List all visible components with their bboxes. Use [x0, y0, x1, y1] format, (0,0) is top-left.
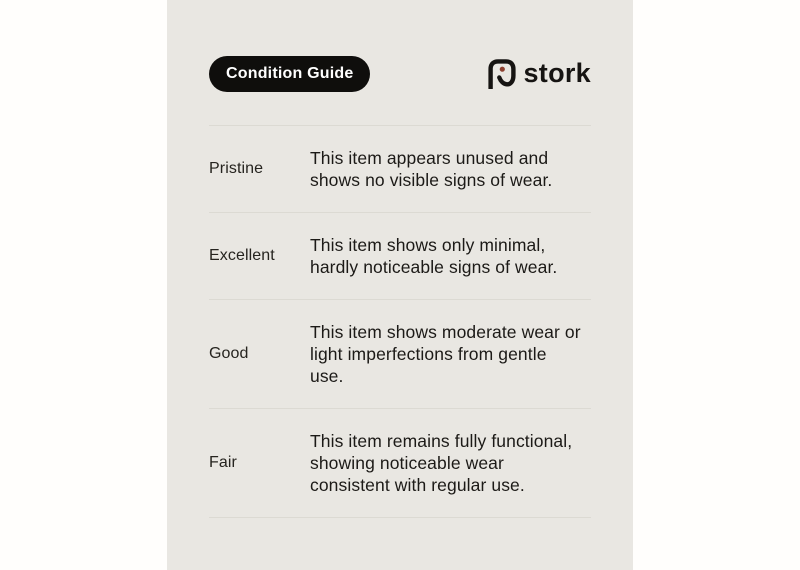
condition-description: This item shows moderate wear or light imperfections from gentle use. — [310, 322, 581, 386]
condition-guide-panel — [167, 0, 633, 570]
condition-label: Good — [209, 345, 249, 362]
brand-logo — [488, 59, 591, 89]
condition-label: Pristine — [209, 160, 264, 177]
stork-mark-icon — [488, 59, 516, 89]
conditions-table — [209, 125, 591, 518]
condition-description: This item appears unused and shows no visible signs of wear. — [310, 148, 553, 190]
condition-label: Fair — [209, 454, 237, 471]
condition-label: Excellent — [209, 247, 275, 264]
condition-guide-badge[interactable] — [209, 56, 370, 92]
condition-row-good — [209, 299, 591, 408]
condition-row-fair — [209, 408, 591, 517]
condition-row-pristine — [209, 125, 591, 212]
brand-name: stork — [523, 57, 591, 88]
condition-description: This item remains fully functional, showing noticeable wear consistent with regular use. — [310, 431, 573, 495]
condition-row-excellent — [209, 212, 591, 299]
condition-description: This item shows only minimal, hardly noticeable signs of wear. — [310, 235, 558, 277]
panel-header — [209, 56, 591, 92]
condition-guide-badge-label: Condition Guide — [226, 65, 354, 82]
